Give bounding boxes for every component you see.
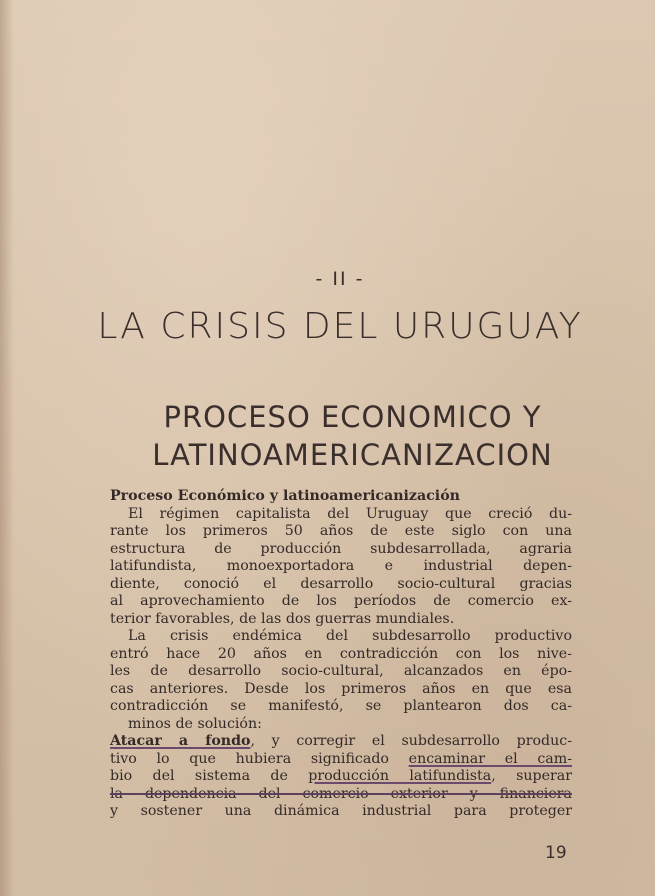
- marked-phrase-dependencia: la dependencia del: [110, 785, 303, 802]
- paragraph-3-line-1: [110, 733, 572, 751]
- paragraph-2-line-6: minos de solución:: [128, 715, 262, 732]
- paragraph-3-line-4: [110, 786, 572, 804]
- marked-phrase-comercio: comercio exterior y financiera: [302, 785, 572, 802]
- chapter-title: LA CRISIS DEL URUGUAY: [97, 306, 583, 347]
- paragraph-1-line-6: al aprovechamiento de los períodos de comercio ex-: [110, 593, 572, 609]
- subheading: Proceso Económico y latinoamericanización: [110, 488, 460, 504]
- paragraph-1-line-7: terior favorables, de las dos guerras mundiales.: [110, 610, 455, 627]
- chapter-number: - II -: [315, 268, 365, 290]
- paragraph-2-line-1: La crisis endémica del subdesarrollo productivo: [128, 628, 572, 644]
- paragraph-2-line-2: entró hace 20 años en contradicción con los nive-: [110, 645, 572, 662]
- paragraph-1-line-2: rante los primeros 50 años de este siglo con una: [110, 523, 572, 539]
- paragraph-3-line-2-start: tivo lo que hubiera significado: [110, 750, 409, 767]
- page-number: 19: [545, 843, 567, 863]
- paragraph-2-line-4: cas anteriores. Desde los primeros años en que esa: [110, 680, 572, 697]
- underlined-phrase-latifundista: producción latifundista: [308, 768, 492, 784]
- paragraph-3-line-5: y sostener una dinámica industrial para proteger: [110, 803, 572, 819]
- section-title-line-2: LATINOAMERICANIZACION: [152, 438, 553, 472]
- paragraph-3-line-2: [110, 751, 572, 769]
- body-text: [110, 488, 572, 821]
- section-title: [0, 398, 655, 474]
- paragraph-1-line-4: latifundista, monoexportadora e industrial depen-: [110, 558, 572, 574]
- paragraph-1-line-5: diente, conoció el desarrollo socio-cultural gracias: [110, 575, 572, 592]
- paragraph-1-line-1: El régimen capitalista del Uruguay que creció du-: [128, 505, 572, 522]
- paragraph-2-line-5: contradicción se manifestó, se plantearon dos ca-: [110, 698, 572, 714]
- paragraph-1-line-3: estructura de producción subdesarrollada, agraria: [110, 540, 572, 557]
- paragraph-3-line-3-start: bio del sistema de: [110, 768, 309, 784]
- paragraph-2-line-3: les de desarrollo socio-cultural, alcanzados en épo-: [110, 663, 572, 679]
- paragraph-3-line-1-rest: , y corregir el subdesarrollo produc-: [250, 733, 572, 749]
- paragraph-3-line-3-end: , superar: [491, 768, 572, 784]
- section-title-line-1: PROCESO ECONOMICO Y: [163, 400, 542, 434]
- underlined-phrase-atacar: Atacar a fondo: [110, 733, 251, 749]
- underlined-phrase-encaminar: encaminar el cam-: [408, 750, 572, 767]
- paragraph-3-line-3: [110, 768, 572, 786]
